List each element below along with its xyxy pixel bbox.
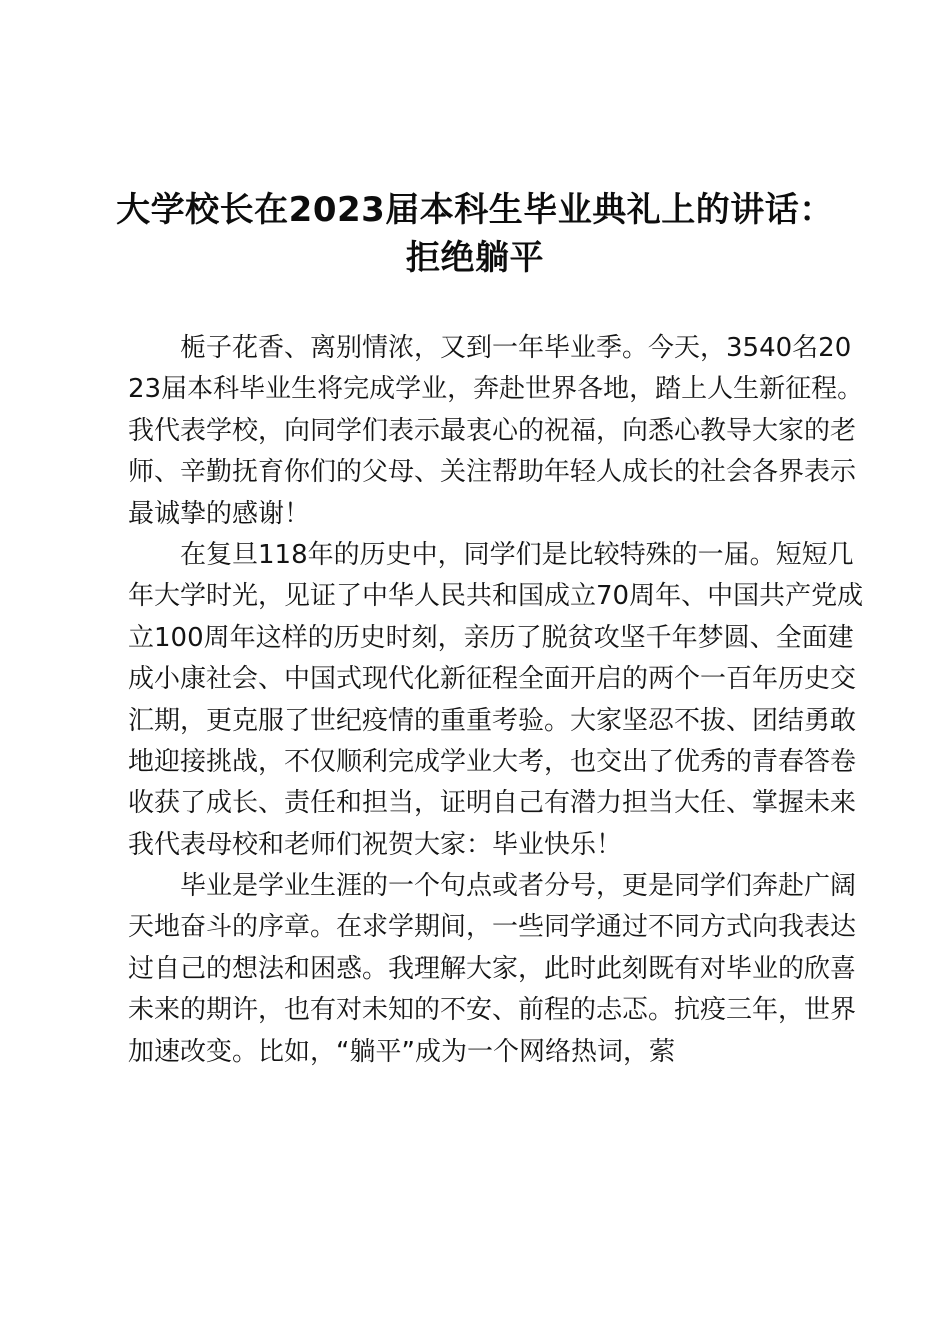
- title-line-2: 拒绝躺平: [406, 238, 544, 278]
- paragraph-line: 过自己的想法和困惑。我理解大家，此时此刻既有对毕业的欣喜: [128, 953, 857, 984]
- paragraph-line: 未来的期许，也有对未知的不安、前程的忐忑。抗疫三年，世界: [128, 995, 857, 1026]
- paragraph-2: [128, 535, 864, 866]
- paragraph-1: [128, 328, 864, 535]
- paragraph-line: 地迎接挑战，不仅顺利完成学业大考，也交出了优秀的青春答卷: [128, 746, 857, 777]
- paragraph-line: 汇期，更克服了世纪疫情的重重考验。大家坚忍不拔、团结勇敢: [128, 705, 857, 736]
- paragraph-line: 在复旦118年的历史中，同学们是比较特殊的一届。短短几: [180, 539, 854, 570]
- paragraph-line: 收获了成长、责任和担当，证明自己有潜力担当大任、掌握未来: [128, 788, 857, 819]
- paragraph-line: 23届本科毕业生将完成学业，奔赴世界各地，踏上人生新征程。: [128, 374, 864, 405]
- paragraph-line: 天地奋斗的序章。在求学期间，一些同学通过不同方式向我表达: [128, 912, 857, 943]
- paragraph-line: 加速改变。比如，“躺平”成为一个网络热词，萦: [128, 1036, 675, 1067]
- paragraph-line: 年大学时光，见证了中华人民共和国成立70周年、中国共产党成: [128, 581, 864, 612]
- paragraph-line: 栀子花香、离别情浓，又到一年毕业季。今天，3540名20: [180, 333, 852, 363]
- paragraph-line: 师、辛勤抚育你们的父母、关注帮助年轻人成长的社会各界表示: [128, 457, 857, 488]
- paragraph-line: 我代表学校，向同学们表示最衷心的祝福，向悉心教导大家的老: [128, 415, 857, 446]
- paragraph-3: [128, 866, 857, 1073]
- title-line-1: 大学校长在2023届本科生毕业典礼上的讲话：: [116, 190, 834, 230]
- paragraph-line: 成小康社会、中国式现代化新征程全面开启的两个一百年历史交: [128, 664, 857, 695]
- document-title: [100, 186, 850, 282]
- paragraph-line: 毕业是学业生涯的一个句点或者分号，更是同学们奔赴广阔: [180, 871, 857, 902]
- paragraph-line: 我代表母校和老师们祝贺大家：毕业快乐！: [128, 829, 623, 860]
- paragraph-line: 立100周年这样的历史时刻，亲历了脱贫攻坚千年梦圆、全面建: [128, 622, 854, 653]
- paragraph-line: 最诚挚的感谢！: [128, 498, 311, 529]
- document-body: [128, 328, 864, 1073]
